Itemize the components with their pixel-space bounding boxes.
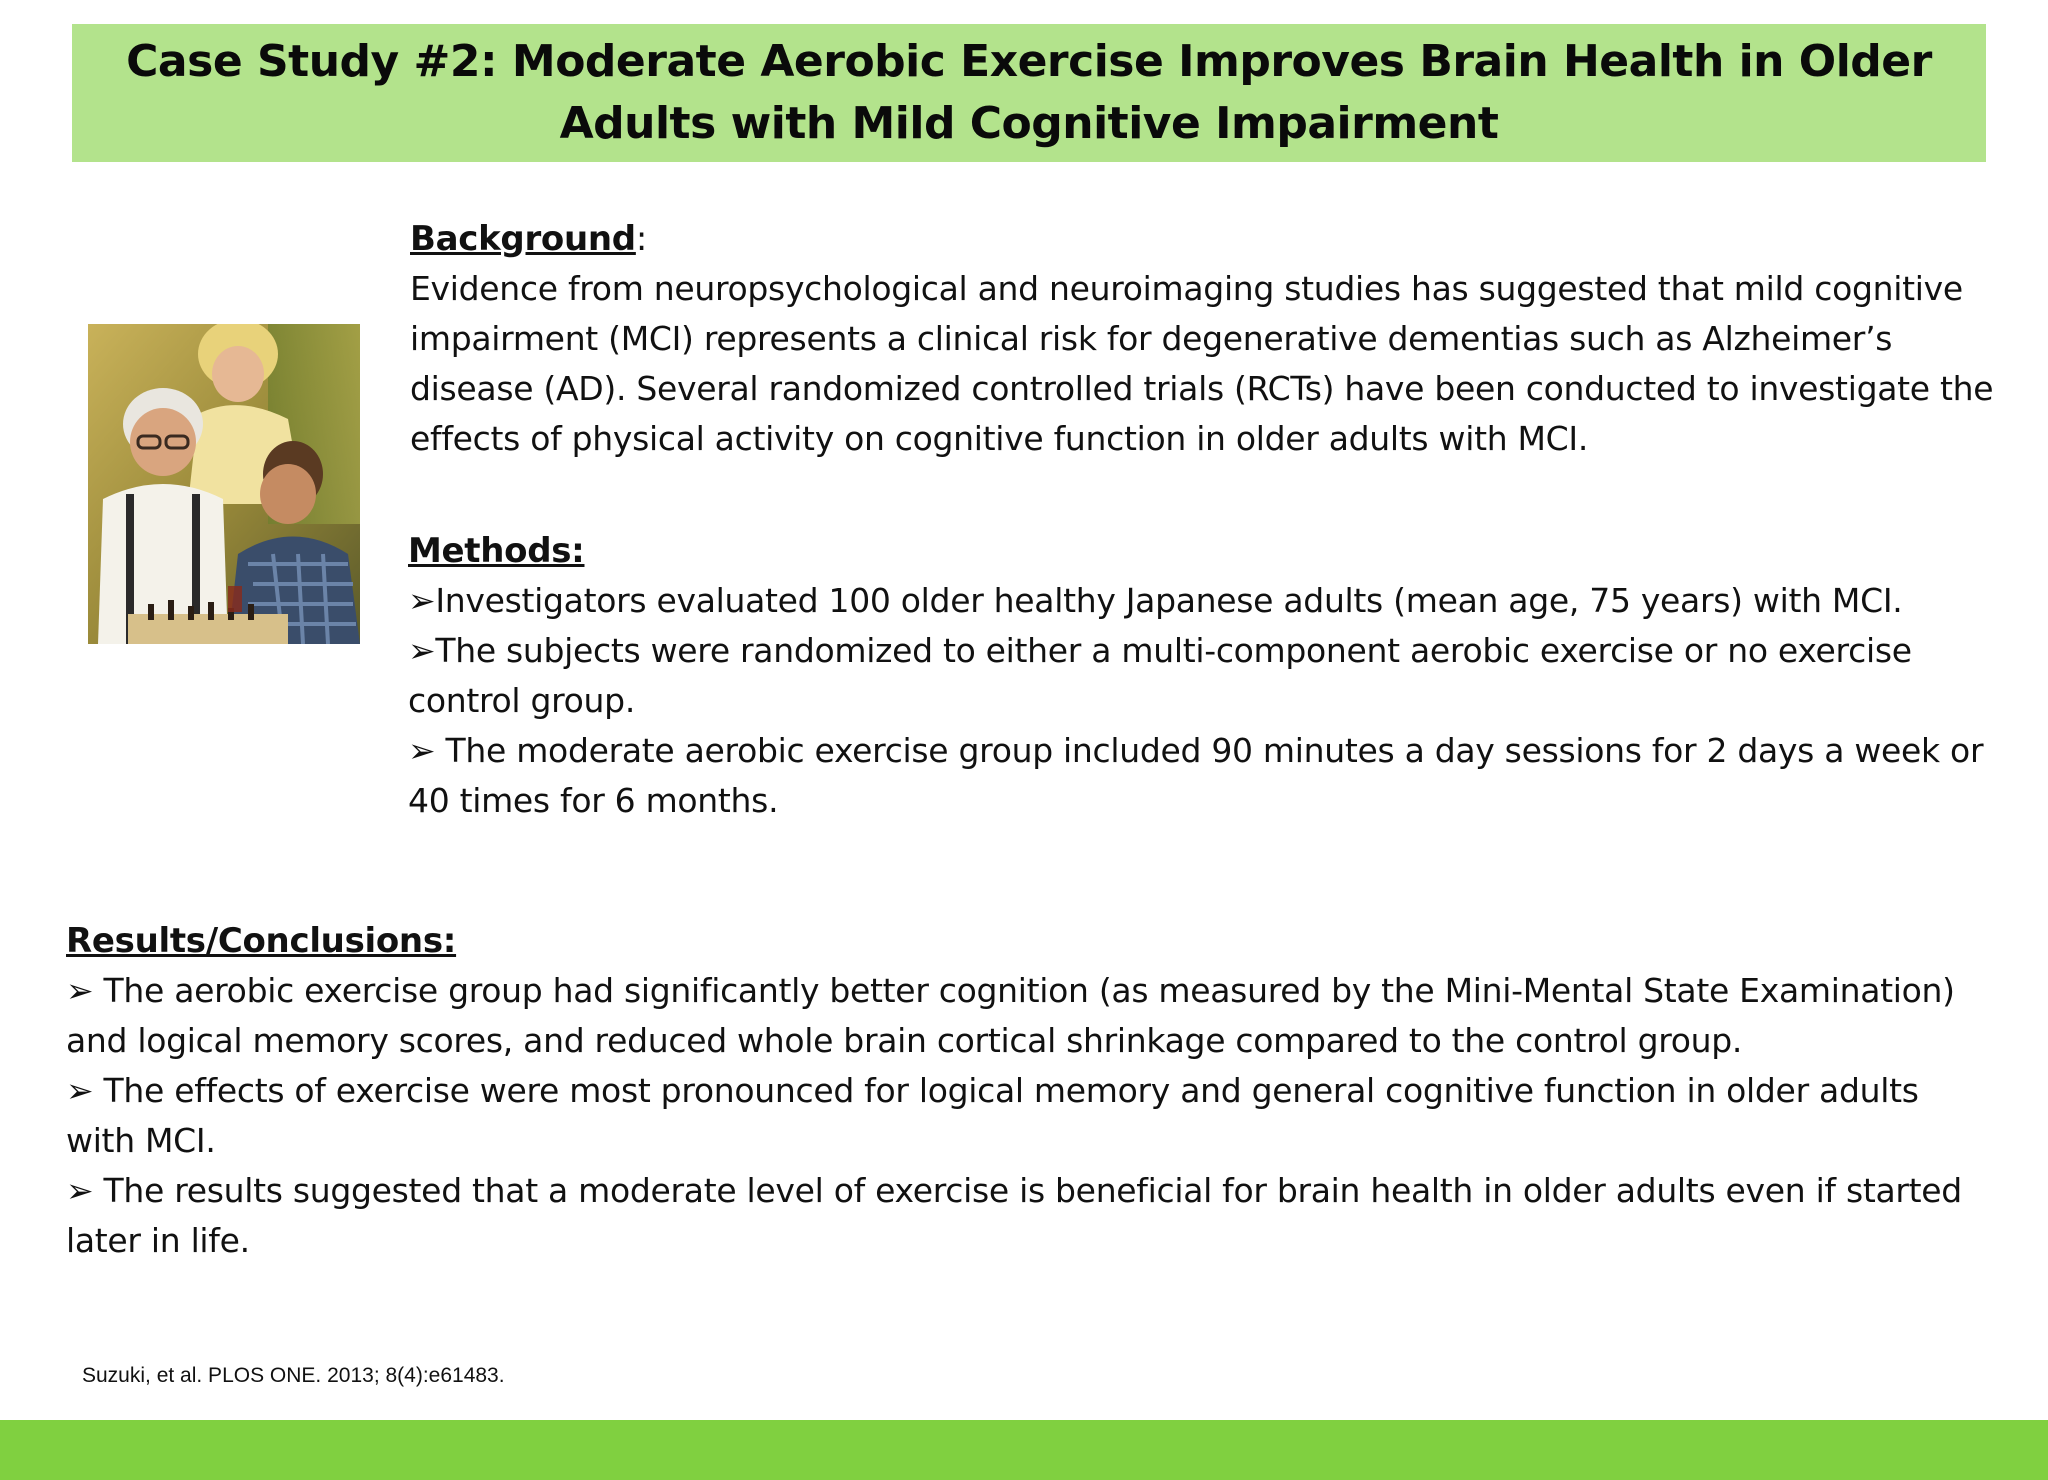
title-banner — [72, 24, 1986, 162]
results-bullet-3: ➢ The results suggested that a moderate level of exercise is beneficial for brain health in older adults even if started later in life. — [66, 1171, 1962, 1260]
methods-bullet-3: ➢ The moderate aerobic exercise group included 90 minutes a day sessions for 2 days a week or 40 times for 6 months. — [408, 731, 1984, 820]
results-bullet-2: ➢ The effects of exercise were most pronounced for logical memory and general cognitive function in older adults with MCI. — [66, 1071, 1919, 1160]
citation: Suzuki, et al. PLOS ONE. 2013; 8(4):e61483. — [82, 1364, 505, 1387]
photo-older-adults-playing-chess — [88, 324, 360, 644]
footer-bar — [0, 1420, 2048, 1480]
methods-heading: Methods: — [408, 531, 585, 571]
background-heading: Background — [410, 219, 636, 259]
results-heading: Results/Conclusions: — [66, 921, 457, 961]
methods-bullet-1: ➢Investigators evaluated 100 older healthy Japanese adults (mean age, 75 years) with MCI. — [408, 581, 1903, 620]
background-section — [410, 214, 2010, 464]
heading-colon: : — [635, 219, 647, 259]
background-text: Evidence from neuropsychological and neuroimaging studies has suggested that mild cognitive impairment (MCI) represents a clinical risk for degenerative dementias such as Alzheimer’s disease (AD). Several randomized controlled trials (RCTs) have been conducted to investigate the effects of physical activity on cognitive function in older adults with MCI. — [410, 269, 1994, 458]
results-section — [66, 916, 1986, 1266]
title-line-1: Case Study #2: Moderate Aerobic Exercise Improves Brain Health in Older — [126, 36, 1932, 87]
background-heading-line — [410, 214, 2010, 264]
methods-section — [408, 526, 2008, 826]
slide-title — [126, 31, 1932, 155]
methods-bullet-2: ➢The subjects were randomized to either a multi-component aerobic exercise or no exercise control group. — [408, 631, 1912, 720]
title-line-2: Adults with Mild Cognitive Impairment — [559, 98, 1499, 149]
results-bullet-1: ➢ The aerobic exercise group had significantly better cognition (as measured by the Mini-Mental State Examination) and logical memory scores, and reduced whole brain cortical shrinkage compared to the control group. — [66, 971, 1955, 1060]
